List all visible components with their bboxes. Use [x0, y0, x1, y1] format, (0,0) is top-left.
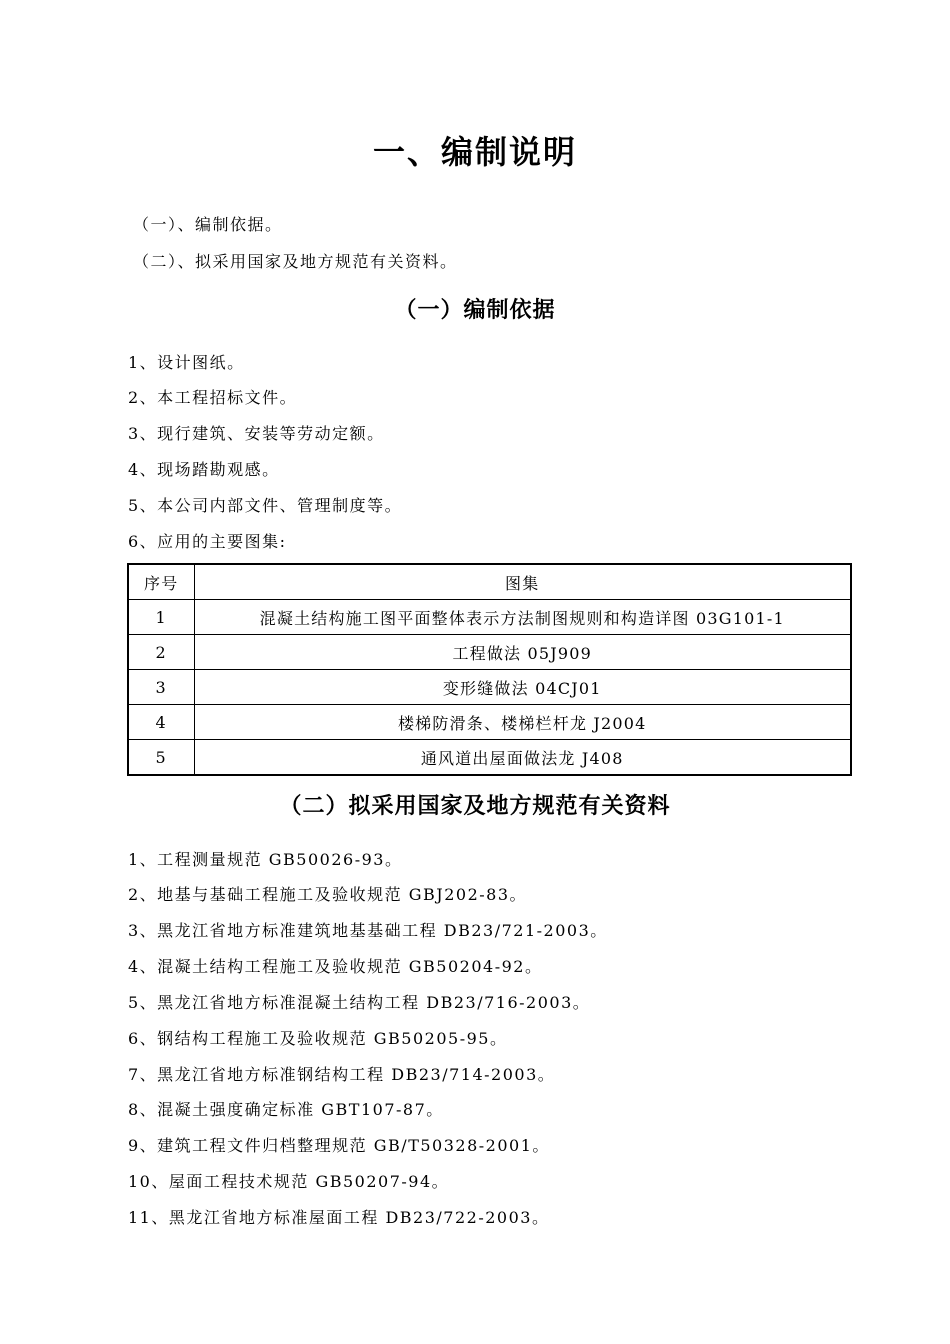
table-header-cell: 图集: [194, 564, 851, 600]
table-cell-atlas: 工程做法 05J909: [194, 635, 851, 670]
basis-list-item: 5、本公司内部文件、管理制度等。: [128, 496, 403, 515]
page-title: 一、编制说明: [372, 133, 577, 171]
atlas-table: [127, 563, 852, 776]
basis-list-item: 6、应用的主要图集:: [128, 532, 287, 551]
standard-list-item: 11、黑龙江省地方标准屋面工程 DB23/722-2003。: [128, 1208, 550, 1227]
toc-item: （二）、拟采用国家及地方规范有关资料。: [133, 252, 458, 271]
basis-list-item: 3、现行建筑、安装等劳动定额。: [128, 424, 385, 443]
standard-list-item: 3、黑龙江省地方标准建筑地基基础工程 DB23/721-2003。: [128, 921, 608, 940]
table-cell-atlas: 变形缝做法 04CJ01: [194, 670, 851, 705]
table-row: [128, 600, 851, 635]
table-cell-index: 2: [128, 635, 194, 670]
table-row: [128, 670, 851, 705]
basis-list-item: 2、本工程招标文件。: [128, 388, 298, 407]
section-heading-basis: （一）编制依据: [394, 298, 556, 323]
table-header-cell: 序号: [128, 564, 194, 600]
table-cell-atlas: 楼梯防滑条、楼梯栏杆龙 J2004: [194, 705, 851, 740]
standard-list-item: 9、建筑工程文件归档整理规范 GB/T50328-2001。: [128, 1136, 550, 1155]
table-cell-atlas: 通风道出屋面做法龙 J408: [194, 740, 851, 776]
table-row: [128, 705, 851, 740]
standard-list-item: 7、黑龙江省地方标准钢结构工程 DB23/714-2003。: [128, 1065, 556, 1084]
table-row: [128, 635, 851, 670]
standard-list-item: 8、混凝土强度确定标准 GBT107-87。: [128, 1100, 444, 1119]
table-row: [128, 740, 851, 776]
basis-list-item: 1、设计图纸。: [128, 353, 245, 372]
standard-list-item: 5、黑龙江省地方标准混凝土结构工程 DB23/716-2003。: [128, 993, 591, 1012]
standard-list-item: 6、钢结构工程施工及验收规范 GB50205-95。: [128, 1029, 508, 1048]
basis-list-item: 4、现场踏勘观感。: [128, 460, 280, 479]
table-header-row: [128, 564, 851, 600]
section-heading-standards: （二）拟采用国家及地方规范有关资料: [279, 794, 671, 819]
table-cell-index: 1: [128, 600, 194, 635]
table-cell-index: 4: [128, 705, 194, 740]
standard-list-item: 10、屋面工程技术规范 GB50207-94。: [128, 1172, 450, 1191]
table-cell-atlas: 混凝土结构施工图平面整体表示方法制图规则和构造详图 03G101-1: [194, 600, 851, 635]
standard-list-item: 2、地基与基础工程施工及验收规范 GBJ202-83。: [128, 885, 528, 904]
standard-list-item: 1、工程测量规范 GB50026-93。: [128, 850, 403, 869]
table-cell-index: 3: [128, 670, 194, 705]
toc-item: （一）、编制依据。: [133, 215, 283, 234]
table-cell-index: 5: [128, 740, 194, 776]
standard-list-item: 4、混凝土结构工程施工及验收规范 GB50204-92。: [128, 957, 543, 976]
